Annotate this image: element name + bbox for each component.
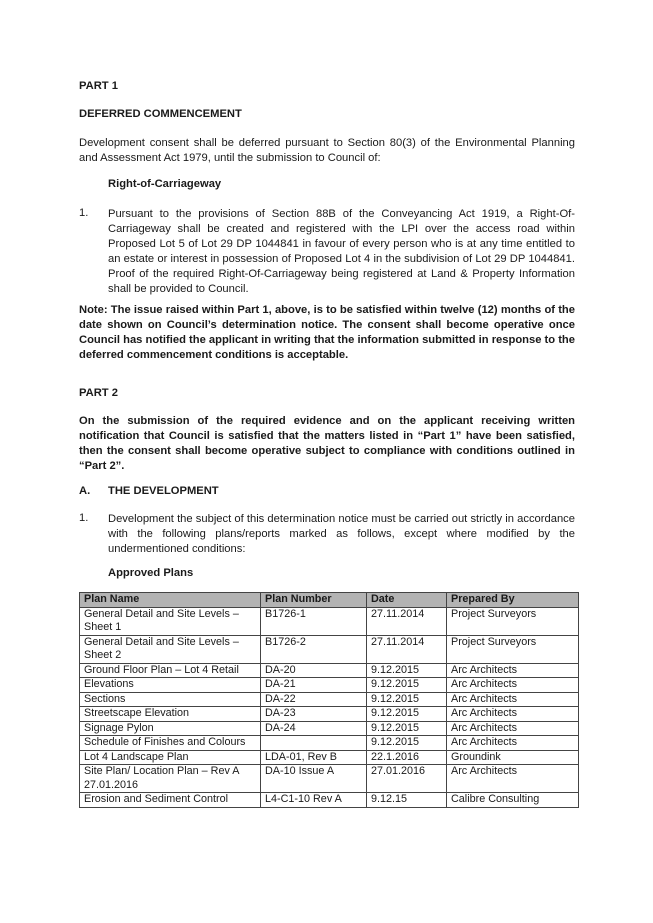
table-row bbox=[80, 765, 579, 793]
plan-name-cell: Streetscape Elevation bbox=[80, 707, 261, 722]
table-row bbox=[80, 678, 579, 693]
prepared-by-cell: Arc Architects bbox=[447, 765, 579, 793]
section-title: THE DEVELOPMENT bbox=[108, 485, 219, 497]
date-cell: 9.12.2015 bbox=[367, 721, 447, 736]
item-number: 1. bbox=[79, 207, 89, 219]
table-row bbox=[80, 635, 579, 663]
plan-name-cell: Ground Floor Plan – Lot 4 Retail bbox=[80, 663, 261, 678]
prepared-by-cell: Arc Architects bbox=[447, 736, 579, 751]
part1-note: Note: The issue raised within Part 1, above, is to be satisfied within twelve (12) months of the date shown on Council’s determination notice. The consent shall become operative once Council has notified the applicant in writing that the information submitted in response to the deferred commencement conditions is acceptable. bbox=[79, 304, 575, 361]
table-row bbox=[80, 607, 579, 635]
plan-number-cell: DA-10 Issue A bbox=[261, 765, 367, 793]
plan-name-cell: Elevations bbox=[80, 678, 261, 693]
plan-name-cell: Sections bbox=[80, 692, 261, 707]
item-number: 1. bbox=[79, 512, 89, 524]
prepared-by-cell: Calibre Consulting bbox=[447, 793, 579, 808]
development-compliance-condition: Development the subject of this determination notice must be carried out strictly in accordance with the following plans/reports marked as follows, except where modified by the undermentioned conditions: bbox=[108, 513, 575, 555]
column-header: Plan Number bbox=[261, 593, 367, 608]
plan-number-cell: DA-23 bbox=[261, 707, 367, 722]
prepared-by-cell: Groundink bbox=[447, 750, 579, 765]
date-cell: 9.12.2015 bbox=[367, 692, 447, 707]
prepared-by-cell: Arc Architects bbox=[447, 707, 579, 722]
plan-name-cell: Schedule of Finishes and Colours bbox=[80, 736, 261, 751]
table-row bbox=[80, 750, 579, 765]
plan-number-cell bbox=[261, 736, 367, 751]
prepared-by-cell: Arc Architects bbox=[447, 678, 579, 693]
date-cell: 9.12.2015 bbox=[367, 736, 447, 751]
prepared-by-cell: Arc Architects bbox=[447, 663, 579, 678]
part2-statement: On the submission of the required evidence and on the applicant receiving written notification that Council is satisfied that the matters listed in “Part 1” have been satisfied, then the consent shall become operative subject to compliance with conditions outlined in “Part 2”. bbox=[79, 415, 575, 472]
plan-name-cell: Signage Pylon bbox=[80, 721, 261, 736]
prepared-by-cell: Arc Architects bbox=[447, 692, 579, 707]
prepared-by-cell: Arc Architects bbox=[447, 721, 579, 736]
right-of-carriageway-heading: Right-of-Carriageway bbox=[108, 178, 222, 190]
date-cell: 22.1.2016 bbox=[367, 750, 447, 765]
plan-name-cell: Erosion and Sediment Control bbox=[80, 793, 261, 808]
plan-number-cell: DA-22 bbox=[261, 692, 367, 707]
plan-number-cell: LDA-01, Rev B bbox=[261, 750, 367, 765]
plan-number-cell: B1726-1 bbox=[261, 607, 367, 635]
plan-name-cell: General Detail and Site Levels – Sheet 1 bbox=[80, 607, 261, 635]
part1-heading: PART 1 bbox=[79, 80, 118, 92]
date-cell: 9.12.2015 bbox=[367, 663, 447, 678]
table-header-row bbox=[80, 593, 579, 608]
section-letter: A. bbox=[79, 485, 91, 497]
deferred-commencement-heading: DEFERRED COMMENCEMENT bbox=[79, 108, 242, 120]
table-row bbox=[80, 736, 579, 751]
plan-number-cell: DA-21 bbox=[261, 678, 367, 693]
prepared-by-cell: Project Surveyors bbox=[447, 607, 579, 635]
approved-plans-heading: Approved Plans bbox=[108, 567, 194, 579]
date-cell: 27.11.2014 bbox=[367, 607, 447, 635]
column-header: Prepared By bbox=[447, 593, 579, 608]
date-cell: 9.12.2015 bbox=[367, 678, 447, 693]
plan-number-cell: DA-20 bbox=[261, 663, 367, 678]
plan-name-cell: Lot 4 Landscape Plan bbox=[80, 750, 261, 765]
table-row bbox=[80, 663, 579, 678]
table-row bbox=[80, 707, 579, 722]
table-row bbox=[80, 721, 579, 736]
date-cell: 9.12.2015 bbox=[367, 707, 447, 722]
column-header: Date bbox=[367, 593, 447, 608]
plan-number-cell: L4-C1-10 Rev A bbox=[261, 793, 367, 808]
part2-heading: PART 2 bbox=[79, 387, 118, 399]
plan-number-cell: DA-24 bbox=[261, 721, 367, 736]
deferral-intro-paragraph: Development consent shall be deferred pursuant to Section 80(3) of the Environmental Planning and Assessment Act 1979, until the submission to Council of: bbox=[79, 137, 575, 164]
plan-name-cell: Site Plan/ Location Plan – Rev A 27.01.2016 bbox=[80, 765, 261, 793]
table-row bbox=[80, 692, 579, 707]
column-header: Plan Name bbox=[80, 593, 261, 608]
table-row bbox=[80, 793, 579, 808]
plan-number-cell: B1726-2 bbox=[261, 635, 367, 663]
date-cell: 9.12.15 bbox=[367, 793, 447, 808]
date-cell: 27.01.2016 bbox=[367, 765, 447, 793]
date-cell: 27.11.2014 bbox=[367, 635, 447, 663]
right-of-carriageway-condition: Pursuant to the provisions of Section 88B of the Conveyancing Act 1919, a Right-Of-Carriageway shall be created and registered with the LPI over the access road within Proposed Lot 5 of Lot 29 DP 1044841 in favour of every person who is at any time entitled to an estate or interest in possession of Proposed Lot 4 in the subdivision of Lot 29 DP 1044841. Proof of the required Right-Of-Carriageway being registered at Land & Property Information shall be provided to Council. bbox=[108, 208, 575, 295]
plan-name-cell: General Detail and Site Levels – Sheet 2 bbox=[80, 635, 261, 663]
prepared-by-cell: Project Surveyors bbox=[447, 635, 579, 663]
approved-plans-table bbox=[79, 592, 579, 808]
